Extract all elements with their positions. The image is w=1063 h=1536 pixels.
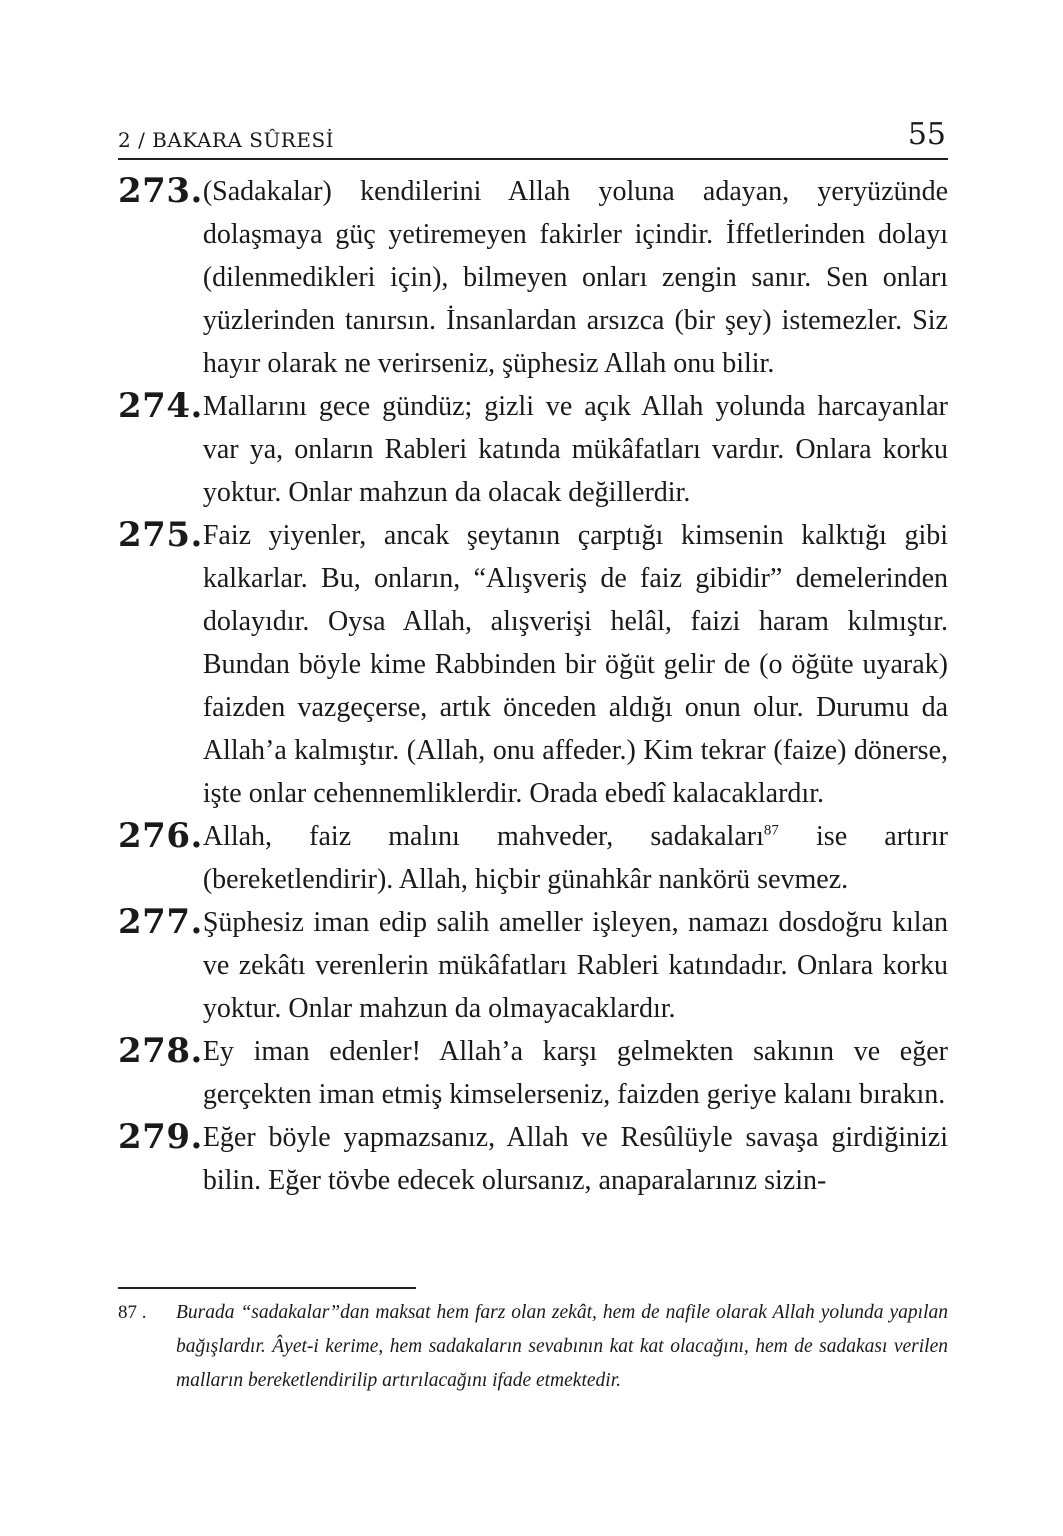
verse-text-part: ise artırır (bereketlendirir). Allah, hiçbir günahkâr nankörü sevmez. <box>202 821 949 895</box>
verse-number: 273. <box>118 171 203 211</box>
verse-number: 277. <box>118 902 203 942</box>
verse-number: 276. <box>118 816 203 856</box>
footnote-number: 87 . <box>118 1302 147 1323</box>
page-number: 55 <box>907 117 946 152</box>
verse-275 <box>118 514 948 815</box>
footnote-87 <box>118 1296 948 1398</box>
verse-number: 275. <box>118 515 203 555</box>
footnote-reference[interactable]: 87 <box>763 822 779 839</box>
footnote-text: Burada “sadakalar”dan maksat hem farz olan zekât, hem de nafile olarak Allah yolunda yapılan bağışlardır. Âyet-i kerime, hem sadakaların sevabının kat kat olacağını, hem de sadakası verilen malların bereketlendirilip artırılacağını ifade etmektedir. <box>176 1302 948 1391</box>
verse-278 <box>118 1030 948 1116</box>
verse-text: Eğer böyle yapmazsanız, Allah ve Resûlüyle savaşa girdiğinizi bilin. Eğer tövbe edecek olursanız, anaparalarınız sizin- <box>202 1122 948 1196</box>
footnote-divider <box>118 1287 416 1289</box>
verse-279 <box>118 1116 948 1202</box>
page-header <box>118 118 948 160</box>
verse-text: Ey iman edenler! Allah’a karşı gelmekten sakının ve eğer gerçekten iman etmiş kimselerseniz, faizden geriye kalanı bırakın. <box>202 1036 948 1110</box>
verse-text <box>203 815 948 901</box>
verse-276 <box>118 815 948 901</box>
verse-text-part: Allah, faiz malını mahveder, sadakaları <box>202 821 764 852</box>
verse-number: 274. <box>118 386 203 426</box>
running-title: 2 / BAKARA SÛRESİ <box>118 128 335 152</box>
verse-273 <box>118 170 948 385</box>
verse-text: Faiz yiyenler, ancak şeytanın çarptığı kimsenin kalktığı gibi kalkarlar. Bu, onların, “Alışveriş de faiz gibidir” demelerinden dolayıdır. Oysa Allah, alışverişi helâl, faizi haram kılmıştır. Bundan böyle kime Rabbinden bir öğüt gelir de (o öğüte uyarak) faizden vazgeçerse, artık önceden aldığı onun olur. Durumu da Allah’a kalmıştır. (Allah, onu affeder.) Kim tekrar (faize) dönerse, işte onlar cehennemliklerdir. Orada ebedî kalacaklardır. <box>202 520 948 809</box>
verse-text: Şüphesiz iman edip salih ameller işleyen, namazı dosdoğru kılan ve zekâtı verenlerin mükâfatları Rableri katındadır. Onlara korku yoktur. Onlar mahzun da olmayacaklardır. <box>202 907 948 1024</box>
verse-list <box>118 170 948 1202</box>
verse-text: (Sadakalar) kendilerini Allah yoluna adayan, yeryüzünde dolaşmaya güç yetiremeyen fakirler içindir. İffetlerinden dolayı (dilenmedikleri için), bilmeyen onları zengin sanır. Sen onları yüzlerinden tanırsın. İnsanlardan arsızca (bir şey) istemezler. Siz hayır olarak ne verirseniz, şüphesiz Allah onu bilir. <box>202 176 948 379</box>
verse-277 <box>118 901 948 1030</box>
verse-number: 279. <box>118 1117 203 1157</box>
verse-text: Mallarını gece gündüz; gizli ve açık Allah yolunda harcayanlar var ya, onların Rableri katında mükâfatları vardır. Onlara korku yoktur. Onlar mahzun da olacak değillerdir. <box>202 391 948 508</box>
verse-number: 278. <box>118 1031 203 1071</box>
verse-274 <box>118 385 948 514</box>
